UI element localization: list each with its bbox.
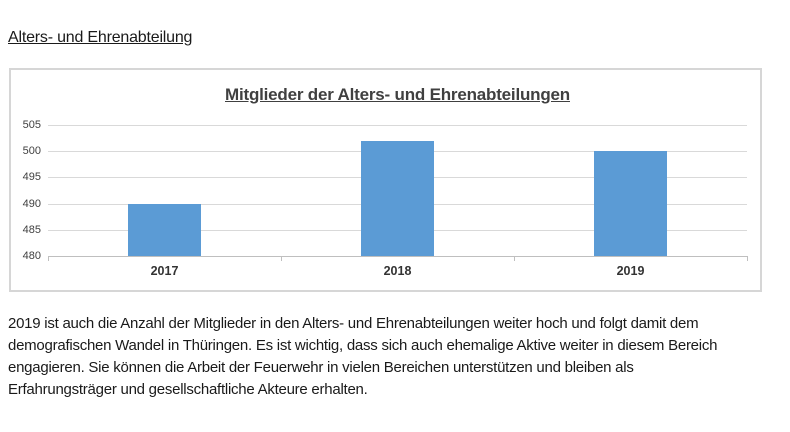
y-axis-label-490: 490 — [22, 197, 41, 210]
bar-2019 — [594, 151, 667, 256]
chart-title: Mitglieder der Alters- und Ehrenabteilungen — [225, 85, 570, 104]
bar-chart — [9, 68, 762, 292]
x-axis-label-2019: 2019 — [616, 264, 645, 278]
paragraph-line-1: 2019 ist auch die Anzahl der Mitglieder in den Alters- und Ehrenabteilungen weiter hoch und folgt damit dem — [8, 315, 699, 332]
y-axis-label-485: 485 — [22, 223, 41, 236]
bar-2017 — [128, 204, 201, 256]
y-axis-label-505: 505 — [22, 119, 41, 131]
gridline-505 — [48, 125, 747, 126]
bar-2018 — [361, 141, 434, 256]
paragraph-line-3: engagieren. Sie können die Arbeit der Feuerwehr in vielen Bereichen unterstützen und bleiben als — [8, 359, 634, 376]
chart-plot-area — [11, 70, 760, 290]
x-axis-tick-0 — [48, 256, 49, 261]
y-axis-label-480: 480 — [22, 250, 41, 262]
paragraph-line-2: demografischen Wandel in Thüringen. Es ist wichtig, dass sich auch ehemalige Aktive weiter in diesem Bereich — [8, 337, 718, 354]
y-axis-label-500: 500 — [22, 145, 41, 158]
x-axis-line — [48, 256, 747, 257]
x-axis-label-2017: 2017 — [150, 264, 179, 278]
body-paragraph — [8, 313, 786, 401]
x-axis-label-2018: 2018 — [383, 264, 412, 278]
paragraph-line-4: Erfahrungsträger und gesellschaftliche Akteure erhalten. — [8, 381, 368, 398]
x-axis-tick-2 — [514, 256, 515, 261]
document-heading: Alters- und Ehrenabteilung — [8, 29, 193, 46]
y-axis-label-495: 495 — [22, 171, 41, 184]
x-axis-tick-3 — [747, 256, 748, 261]
x-axis-tick-1 — [281, 256, 282, 261]
